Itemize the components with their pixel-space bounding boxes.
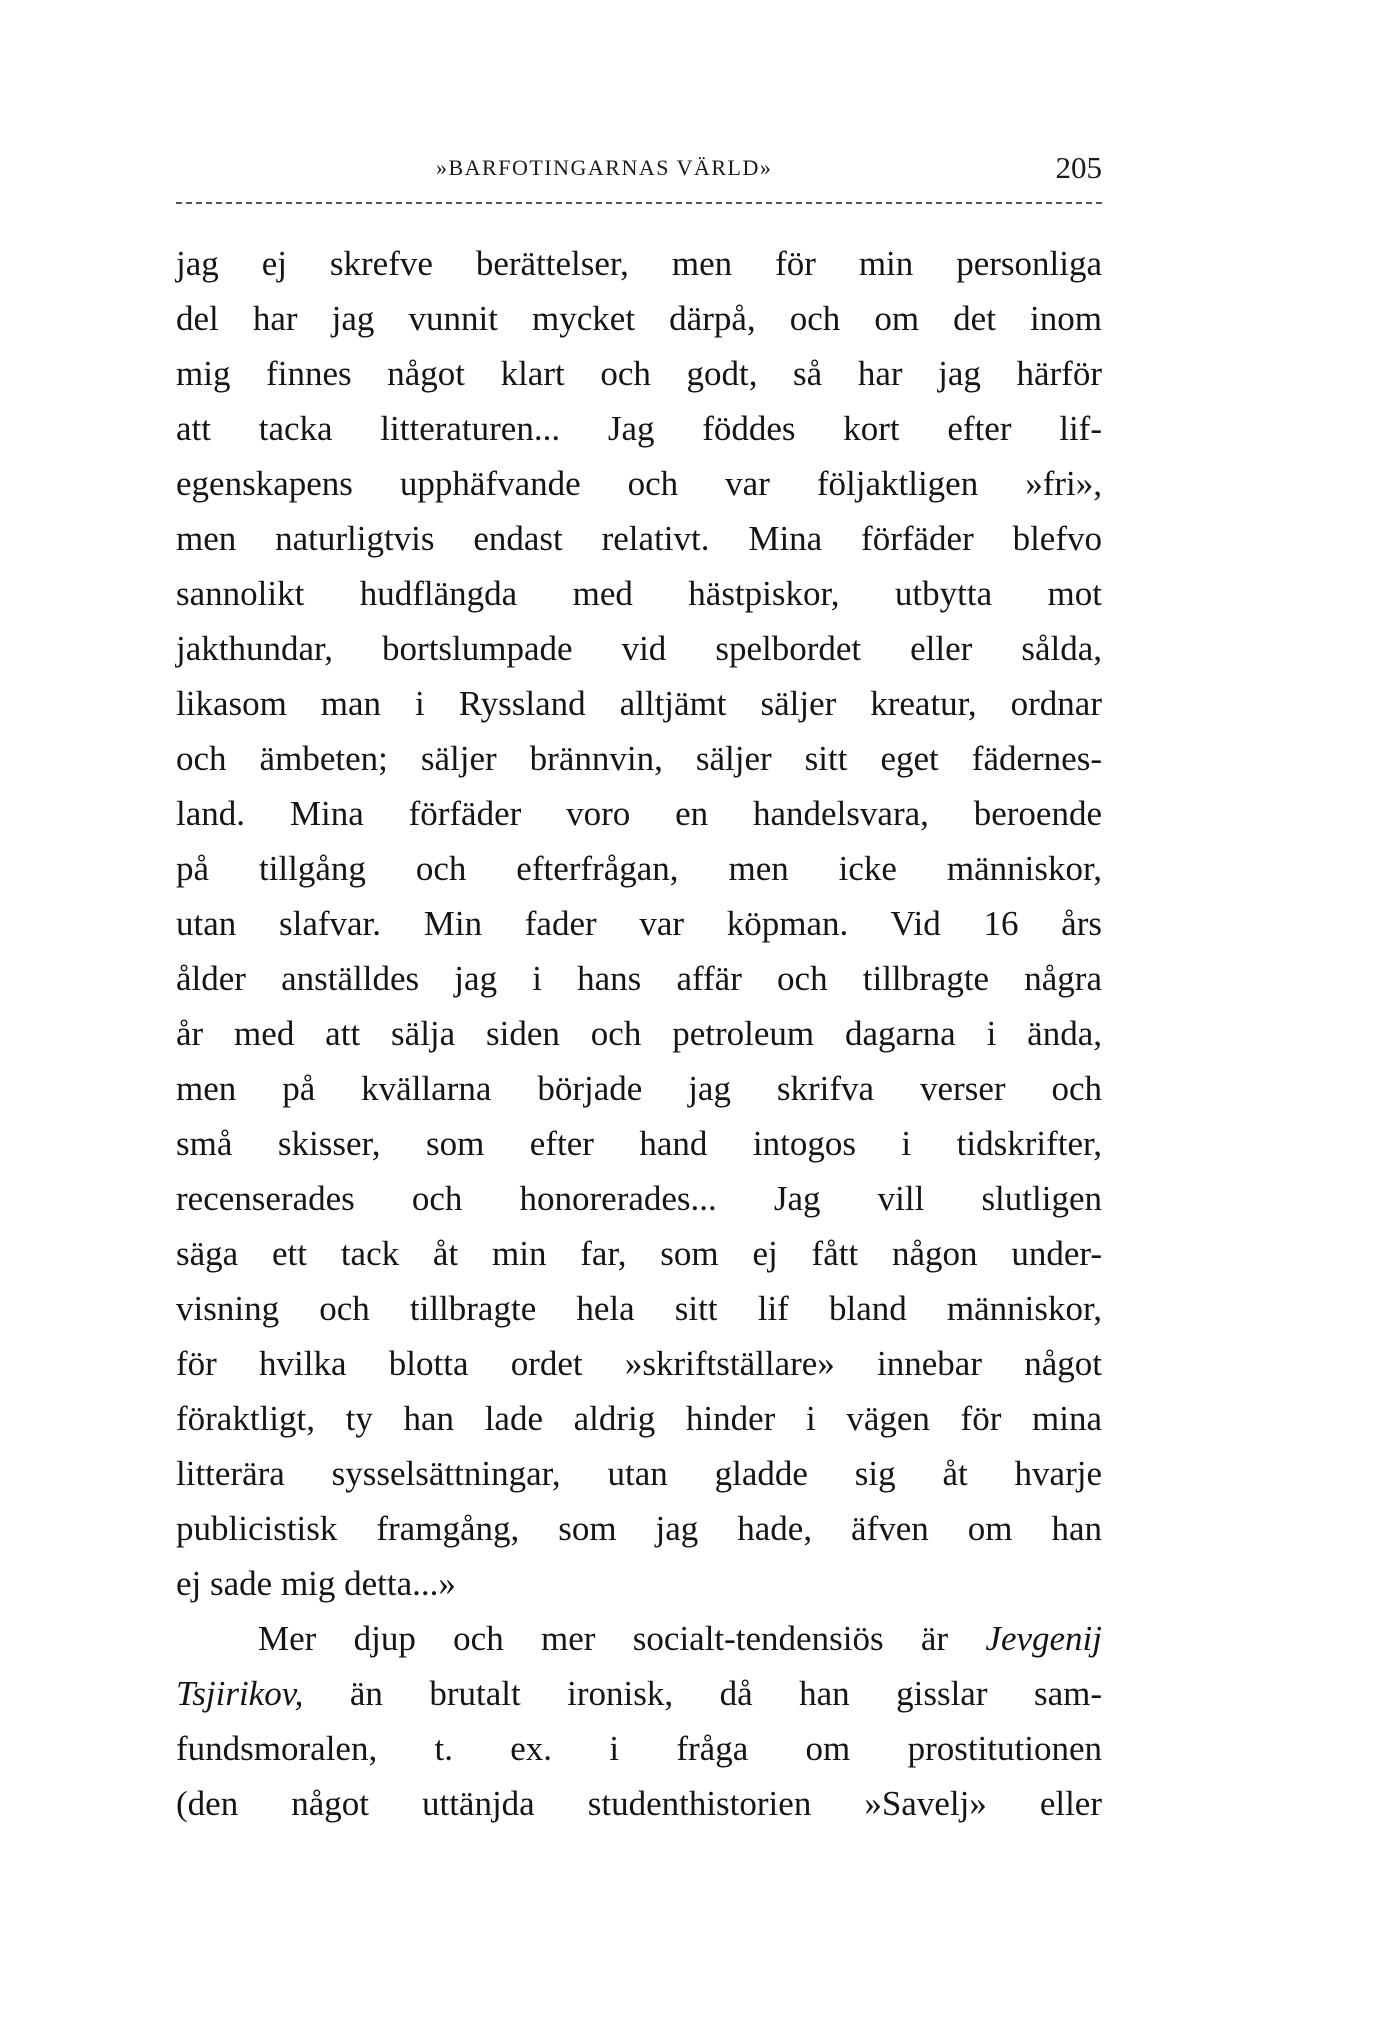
paragraph-2-text: än brutalt ironisk, då han gisslar sam- <box>303 1674 1102 1713</box>
author-name-last: Tsjirikov, <box>176 1674 304 1713</box>
text-line: och ämbeten; säljer brännvin, säljer sitt eget fädernes- <box>176 739 1102 778</box>
text-line: men på kvällarna började jag skrifva verser och <box>176 1069 1102 1108</box>
text-line: likasom man i Ryssland alltjämt säljer kreatur, ordnar <box>176 684 1102 723</box>
text-line: på tillgång och efterfrågan, men icke människor, <box>176 849 1102 888</box>
text-line: föraktligt, ty han lade aldrig hinder i vägen för mina <box>176 1399 1102 1438</box>
text-line: ålder anställdes jag i hans affär och tillbragte några <box>176 959 1102 998</box>
text-line: att tacka litteraturen... Jag föddes kort efter lif- <box>176 409 1102 448</box>
text-line: år med att sälja siden och petroleum dagarna i ända, <box>176 1014 1102 1053</box>
text-line: egenskapens upphäfvande och var följaktligen »fri», <box>176 464 1102 503</box>
body-text <box>176 236 1102 1831</box>
paragraph-2-line-1 <box>176 1611 1102 1666</box>
text-line: små skisser, som efter hand intogos i tidskrifter, <box>176 1124 1102 1163</box>
text-line: recenserades och honorerades... Jag vill slutligen <box>176 1179 1102 1218</box>
text-line: del har jag vunnit mycket därpå, och om det inom <box>176 299 1102 338</box>
running-head: »BARFOTINGARNAS VÄRLD» <box>436 155 773 180</box>
text-line: litterära sysselsättningar, utan gladde sig åt hvarje <box>176 1454 1102 1493</box>
text-line: men naturligtvis endast relativt. Mina förfäder blefvo <box>176 519 1102 558</box>
paragraph-2-line-2 <box>176 1666 1102 1721</box>
text-line: för hvilka blotta ordet »skriftställare» innebar något <box>176 1344 1102 1383</box>
text-line: land. Mina förfäder voro en handelsvara, beroende <box>176 794 1102 833</box>
paragraph-2-line-3: fundsmoralen, t. ex. i fråga om prostitutionen <box>176 1729 1102 1768</box>
paragraph-2-line-4: (den något uttänjda studenthistorien »Savelj» eller <box>176 1784 1102 1823</box>
text-line: jakthundar, bortslumpade vid spelbordet eller sålda, <box>176 629 1102 668</box>
text-line: jag ej skrefve berättelser, men för min personliga <box>176 244 1102 283</box>
paragraph-end-line: ej sade mig detta...» <box>176 1564 456 1603</box>
author-name-first: Jevgenij <box>985 1619 1102 1658</box>
page-header <box>176 148 1102 188</box>
paragraph-2-text: Mer djup och mer socialt-tendensiös är <box>258 1619 986 1658</box>
text-line: utan slafvar. Min fader var köpman. Vid 16 års <box>176 904 1102 943</box>
text-line: sannolikt hudflängda med hästpiskor, utbytta mot <box>176 574 1102 613</box>
page-number: 205 <box>1055 150 1102 185</box>
header-rule <box>176 202 1102 204</box>
text-line: publicistisk framgång, som jag hade, äfven om han <box>176 1509 1102 1548</box>
text-line: mig finnes något klart och godt, så har jag härför <box>176 354 1102 393</box>
text-line: visning och tillbragte hela sitt lif bland människor, <box>176 1289 1102 1328</box>
text-line: säga ett tack åt min far, som ej fått någon under- <box>176 1234 1102 1273</box>
